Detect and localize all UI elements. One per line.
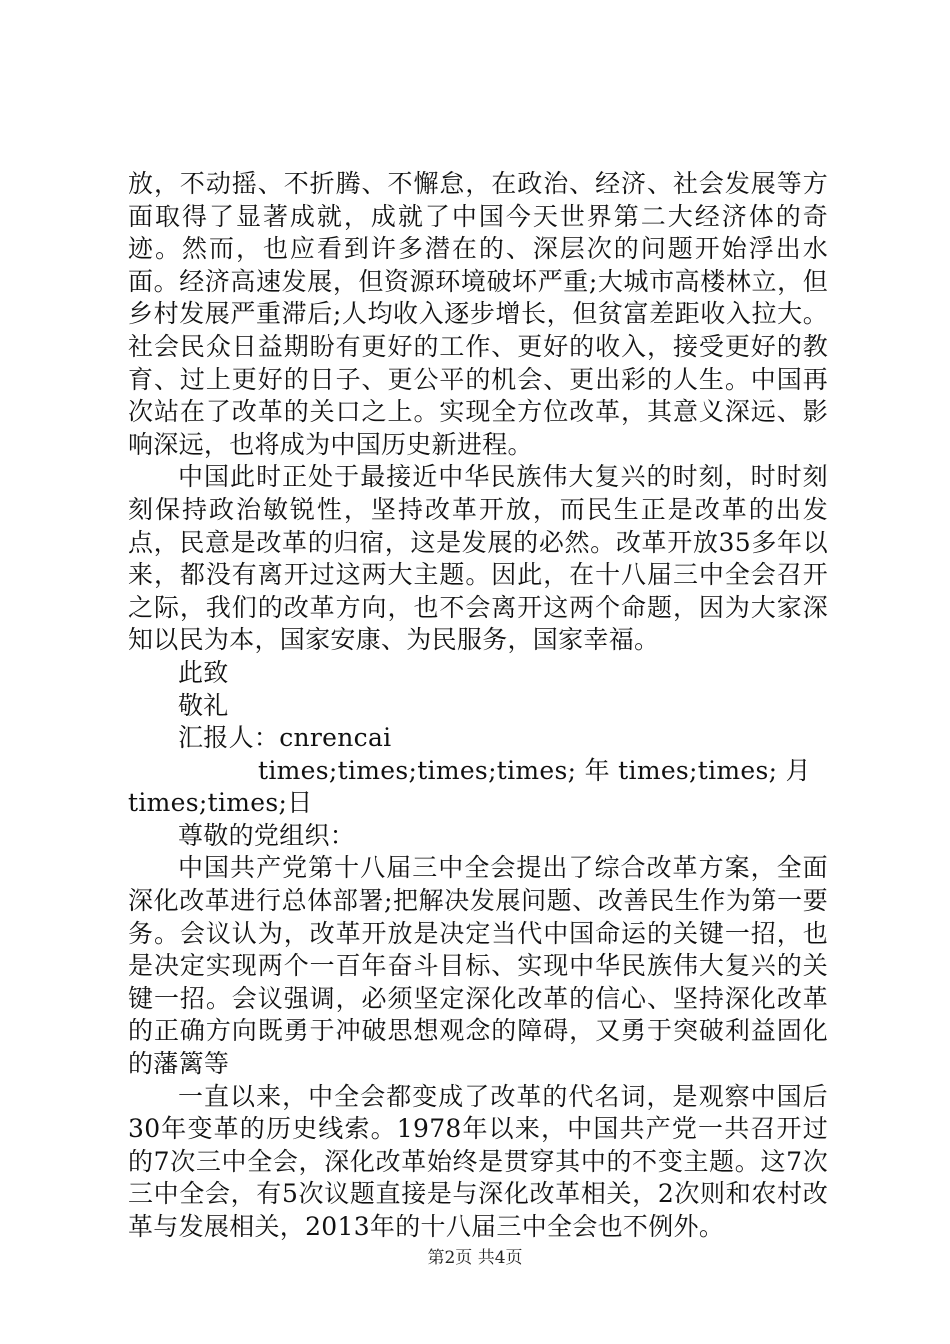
paragraph-2: 中国此时正处于最接近中华民族伟大复兴的时刻，时时刻刻保持政治敏锐性，坚持改革开放，而民生正是改革的出发点，民意是改革的归宿，这是发展的必然。改革开放35多年以来，都没有离开过这两大主题。因此，在十八届三中全会召开之际，我们的改革方向，也不会离开这两个命题，因为大家深知以民为本，国家安康、为民服务，国家幸福。: [128, 462, 828, 655]
page-indicator: 第2页 共4页: [427, 1248, 523, 1268]
closing-regards: 敬礼: [178, 690, 229, 720]
date-line-text: times;times;times;times; 年 times;times; 月: [258, 755, 811, 785]
date-line: [128, 755, 828, 788]
greeting: 尊敬的党组织：: [178, 820, 356, 850]
date-line-continued: times;times;日: [128, 788, 313, 818]
paragraph-4: 一直以来，中全会都变成了改革的代名词，是观察中国后30年变革的历史线索。1978年以来，中国共产党一共召开过的7次三中全会，深化改革始终是贯穿其中的不变主题。这7次三中全会，有5次议题直接是与深化改革相关，2次则和农村改革与发展相关，2013年的十八届三中全会也不例外。: [128, 1081, 828, 1241]
closing-salutation: 此致: [178, 657, 229, 687]
reporter-line: 汇报人：cnrencai: [178, 723, 392, 753]
document-body: [128, 168, 828, 1244]
paragraph-3: 中国共产党第十八届三中全会提出了综合改革方案，全面深化改革进行总体部署;把解决发展问题、改善民生作为第一要务。会议认为，改革开放是决定当代中国命运的关键一招，也是决定实现两个一百年奋斗目标、实现中华民族伟大复兴的关键一招。会议强调，必须坚定深化改革的信心、坚持深化改革的正确方向既勇于冲破思想观念的障碍，又勇于突破利益固化的藩篱等: [128, 853, 828, 1079]
paragraph-1: 放，不动摇、不折腾、不懈怠，在政治、经济、社会发展等方面取得了显著成就，成就了中国今天世界第二大经济体的奇迹。然而，也应看到许多潜在的、深层次的问题开始浮出水面。经济高速发展，但资源环境破坏严重;大城市高楼林立，但乡村发展严重滞后;人均收入逐步增长，但贫富差距收入拉大。社会民众日益期盼有更好的工作、更好的收入，接受更好的教育、过上更好的日子、更公平的机会、更出彩的人生。中国再次站在了改革的关口之上。实现全方位改革，其意义深远、影响深远，也将成为中国历史新进程。: [128, 169, 828, 459]
